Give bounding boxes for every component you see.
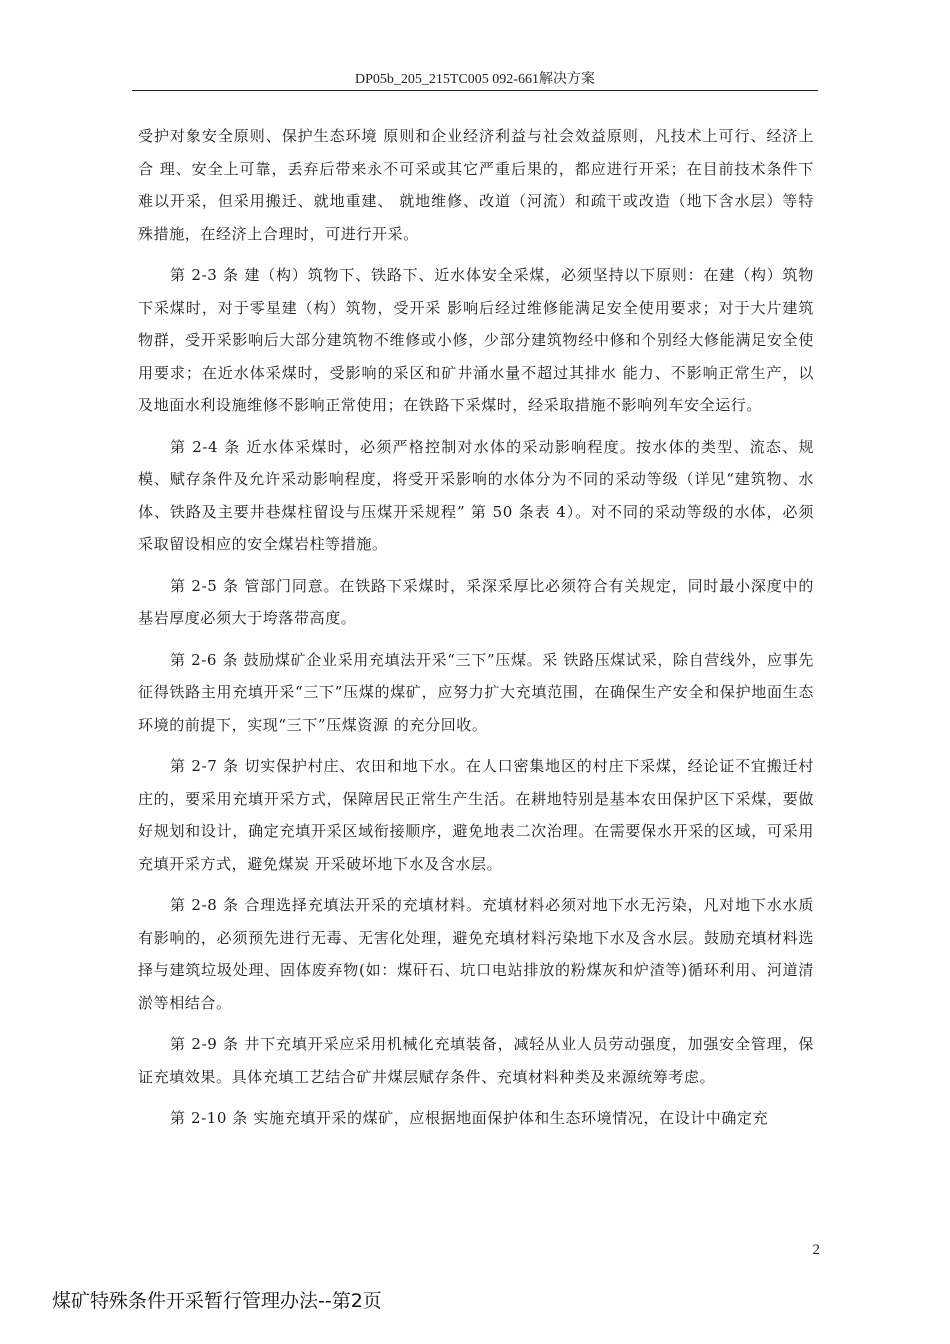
paragraph-article-2-5: 第 2-5 条 管部门同意。在铁路下采煤时，采深采厚比必须符合有关规定，同时最小深度中的基岩厚度必须大于垮落带高度。 — [138, 576, 814, 627]
page-number: 2 — [812, 1242, 820, 1258]
document-body — [138, 120, 814, 1144]
paragraph-article-2-8: 第 2-8 条 合理选择充填法开采的充填材料。充填材料必须对地下水无污染，凡对地下水水质有影响的，必须预先进行无毒、无害化处理，避免充填材料污染地下水及含水层。鼓励充填材料选择与建筑垃圾处理、固体废弃物(如：煤矸石、坑口电站排放的粉煤灰和炉渣等)循环利用、河道清淤等相结合。 — [138, 896, 814, 1012]
paragraph-article-2-9: 第 2-9 条 井下充填开采应采用机械化充填装备，减轻从业人员劳动强度，加强安全管理，保证充填效果。具体充填工艺结合矿井煤层赋存条件、充填材料种类及来源统筹考虑。 — [138, 1035, 814, 1086]
footer-title: 煤矿特殊条件开采暂行管理办法--第2页 — [52, 1290, 382, 1312]
paragraph-article-2-6: 第 2-6 条 鼓励煤矿企业采用充填法开采“三下”压煤。采 铁路压煤试采，除自营线外，应事先征得铁路主用充填开采“三下”压煤的煤矿，应努力扩大充填范围，在确保生产安全和保护地面生态环境的前提下，实现“三下”压煤资源 的充分回收。 — [138, 650, 814, 734]
page-header — [132, 70, 818, 91]
header-title: DP05b_205_215TC005 092-661解决方案 — [355, 72, 595, 87]
paragraph-article-2-3: 第 2-3 条 建（构）筑物下、铁路下、近水体安全采煤，必须坚持以下原则：在建（构）筑物下采煤时，对于零星建（构）筑物，受开采 影响后经过维修能满足安全使用要求；对于大片建筑物群，受开采影响后大部分建筑物不维修或小修，少部分建筑物经中修和个别经大修能满足安全使用要求；在近水体采煤时，受影响的采区和矿井涌水量不超过其排水 能力、不影响正常生产，以及地面水利设施维修不影响正常使用；在铁路下采煤时，经采取措施不影响列车安全运行。 — [138, 266, 814, 414]
paragraph-article-2-4: 第 2-4 条 近水体采煤时，必须严格控制对水体的采动影响程度。按水体的类型、流态、规模、赋存条件及允许采动影响程度，将受开采影响的水体分为不同的采动等级（详见“建筑物、水体、铁路及主要井巷煤柱留设与压煤开采规程” 第 50 条表 4）。对不同的采动等级的水体，必须采取留设相应的安全煤岩柱等措施。 — [138, 437, 814, 553]
paragraph-1: 受护对象安全原则、保护生态环境 原则和企业经济利益与社会效益原则，凡技术上可行、经济上合 理、安全上可靠，丢弃后带来永不可采或其它严重后果的，都应进行开采；在目前技术条件下难以开采，但采用搬迁、就地重建、 就地维修、改道（河流）和疏干或改造（地下含水层）等特殊措施，在经济上合理时，可进行开采。 — [138, 127, 814, 243]
paragraph-article-2-10: 第 2-10 条 实施充填开采的煤矿，应根据地面保护体和生态环境情况，在设计中确定充 — [170, 1109, 769, 1127]
paragraph-article-2-7: 第 2-7 条 切实保护村庄、农田和地下水。在人口密集地区的村庄下采煤，经论证不宜搬迁村庄的，要采用充填开采方式，保障居民正常生产生活。在耕地特别是基本农田保护区下采煤，要做好规划和设计，确定充填开采区域衔接顺序，避免地表二次治理。在需要保水开采的区域，可采用充填开采方式，避免煤炭 开采破坏地下水及含水层。 — [138, 757, 814, 873]
